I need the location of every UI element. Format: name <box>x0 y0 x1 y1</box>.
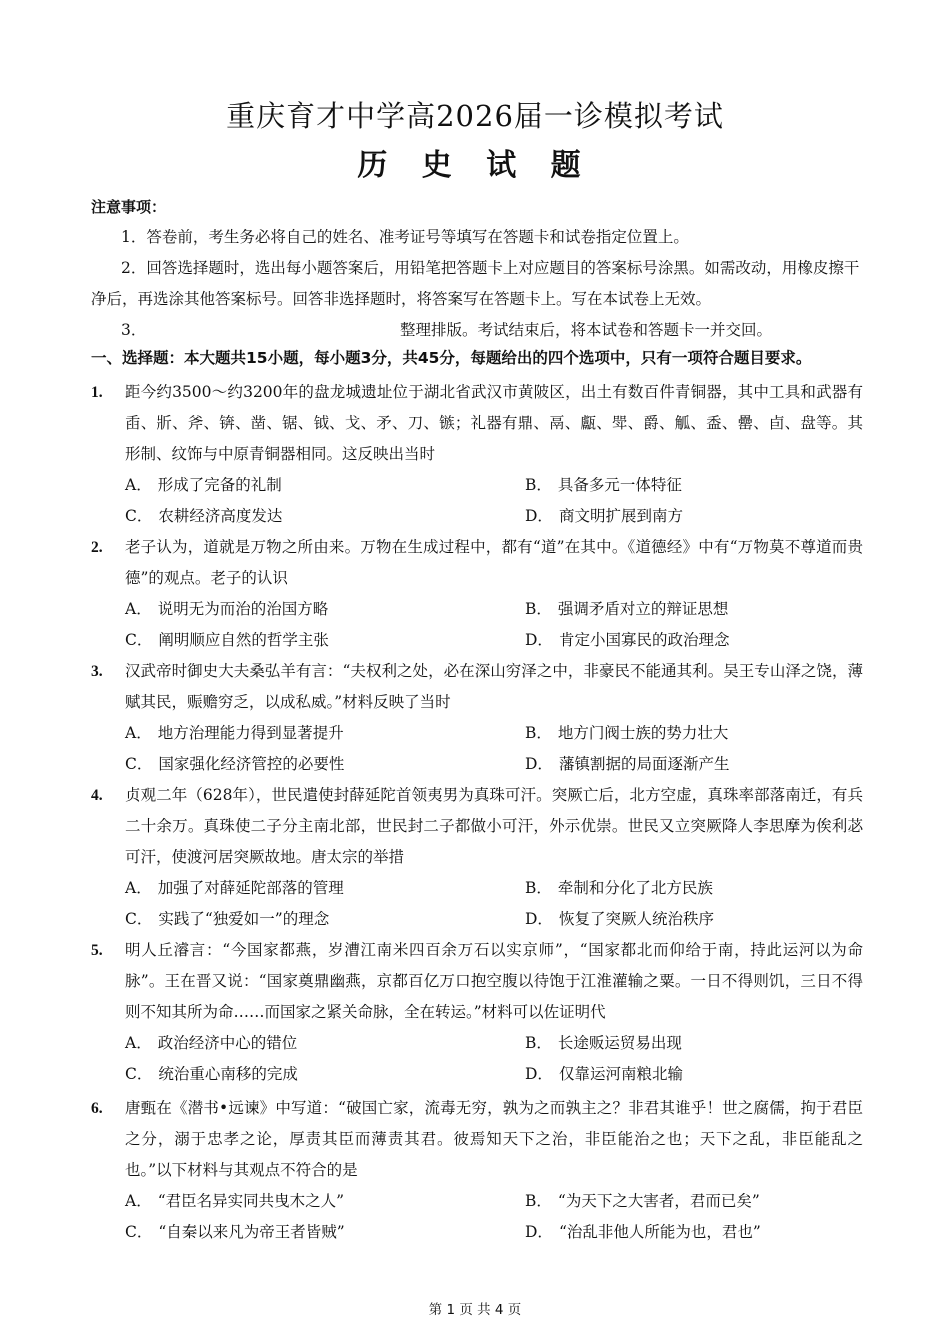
option-text: 仅靠运河南粮北输 <box>558 1065 683 1083</box>
option-text: 实践了“独爱如一”的理念 <box>158 910 330 928</box>
option-letter: B． <box>525 1034 552 1052</box>
question-number: 5. <box>91 942 103 959</box>
page-footer: 第 1 页 共 4 页 <box>428 1302 522 1318</box>
option-letter: C． <box>125 1065 153 1083</box>
option-letter: D． <box>525 631 553 649</box>
option-a <box>125 594 328 625</box>
option-text: “君臣名异实同共曳木之人” <box>157 1192 345 1210</box>
option-d <box>525 1217 761 1248</box>
question-number: 4. <box>91 787 103 804</box>
option-text: 加强了对薛延陀部落的管理 <box>157 879 344 897</box>
option-letter: C． <box>125 755 153 773</box>
option-c <box>125 625 329 656</box>
notice-item-1: 1．答卷前，考生务必将自己的姓名、准考证号等填写在答题卡和试卷指定位置上。 <box>121 228 689 246</box>
option-a <box>125 1186 344 1217</box>
option-letter: B． <box>525 879 552 897</box>
question-stem: 唐甄在《潜书•远谏》中写道：“破国亡家，流毒无穷，孰为之而孰主之？非君其谁乎！世之腐儒，拘于君臣之分，溺于忠孝之论，厚责其臣而薄责其君。彼焉知天下之治，非臣能治之也；天下之乱，非臣能乱之也。”以下材料与其观点不符合的是 <box>125 1099 863 1179</box>
option-letter: C． <box>125 631 153 649</box>
option-text: 商文明扩展到南方 <box>558 507 683 525</box>
option-b <box>525 873 713 904</box>
option-c <box>125 501 282 532</box>
option-letter: A． <box>125 600 152 618</box>
option-letter: B． <box>525 476 552 494</box>
option-text: 阐明顺应自然的哲学主张 <box>158 631 329 649</box>
option-a <box>125 1028 297 1059</box>
option-c <box>125 749 344 780</box>
option-c <box>125 1217 345 1248</box>
option-text: “自秦以来凡为帝王者皆贼” <box>158 1223 345 1241</box>
option-text: “为天下之大害者，君而已矣” <box>557 1192 760 1210</box>
option-b <box>525 594 728 625</box>
option-letter: B． <box>525 1192 552 1210</box>
option-text: 长途贩运贸易出现 <box>557 1034 682 1052</box>
option-letter: D． <box>525 1065 553 1083</box>
option-text: 地方门阀士族的势力壮大 <box>557 724 729 742</box>
option-letter: A． <box>125 724 152 742</box>
option-text: 恢复了突厥人统治秩序 <box>558 910 714 928</box>
option-c <box>125 1059 298 1090</box>
question-5 <box>91 935 871 1090</box>
exam-subject-title: 历 史 试 题 <box>357 148 593 183</box>
option-a <box>125 718 344 749</box>
option-letter: C． <box>125 1223 153 1241</box>
question-6 <box>91 1093 871 1248</box>
option-letter: C． <box>125 507 153 525</box>
option-text: 强调矛盾对立的辩证思想 <box>557 600 729 618</box>
option-text: 国家强化经济管控的必要性 <box>158 755 345 773</box>
question-2 <box>91 532 871 656</box>
notice-item-3-text: 整理排版。考试结束后，将本试卷和答题卡一并交回。 <box>400 321 773 339</box>
question-stem: 贞观二年（628年），世民遣使封薛延陀首领夷男为真珠可汗。突厥亡后，北方空虚，真珠率部落南迁，有兵二十余万。真珠使二子分主南北部，世民封二子都做小可汗，外示优崇。世民又立突厥降人李思摩为俟利苾可汗，使渡河居突厥故地。唐太宗的举措 <box>125 786 863 866</box>
option-letter: D． <box>525 507 553 525</box>
notice-item-3-number: 3． <box>121 321 147 339</box>
option-letter: B． <box>525 724 552 742</box>
option-d <box>525 625 729 656</box>
question-3 <box>91 656 871 780</box>
option-b <box>525 1028 682 1059</box>
option-d <box>525 1059 683 1090</box>
option-text: 政治经济中心的错位 <box>157 1034 298 1052</box>
option-letter: A． <box>125 476 152 494</box>
option-letter: B． <box>525 600 552 618</box>
option-letter: A． <box>125 879 152 897</box>
question-number: 3. <box>91 663 103 680</box>
option-b <box>525 1186 760 1217</box>
option-text: 肯定小国寡民的政治理念 <box>558 631 730 649</box>
option-text: 说明无为而治的治国方略 <box>157 600 329 618</box>
option-text: 具备多元一体特征 <box>557 476 682 494</box>
option-letter: A． <box>125 1192 152 1210</box>
question-1 <box>91 377 871 532</box>
question-stem: 距今约3500～约3200年的盘龙城遗址位于湖北省武汉市黄陂区，出土有数百件青铜器，其中工具和武器有臿、斨、斧、锛、凿、锯、钺、戈、矛、刀、镞；礼器有鼎、鬲、甗、斝、爵、觚、盉、罍、卣、盘等。其形制、纹饰与中原青铜器相同。这反映出当时 <box>125 383 863 463</box>
option-text: 牵制和分化了北方民族 <box>557 879 713 897</box>
option-text: 地方治理能力得到显著提升 <box>157 724 344 742</box>
section-heading: 一、选择题：本大题共15小题，每小题3分，共45分，每题给出的四个选项中，只有一项符合题目要求。 <box>91 349 812 367</box>
option-letter: C． <box>125 910 153 928</box>
exam-title: 重庆育才中学高2026届一诊模拟考试 <box>226 99 724 133</box>
question-stem: 明人丘濬言：“今国家都燕，岁漕江南米四百余万石以实京师”，“国家都北而仰给于南，持此运河以为命脉”。王在晋又说：“国家奠鼎幽燕，京都百亿万口抱空腹以待饱于江淮灌输之粟。一日不得则饥，三日不得则不知其所为命……而国家之紧关命脉，全在转运。”材料可以佐证明代 <box>125 941 863 1021</box>
option-text: 藩镇割据的局面逐渐产生 <box>558 755 730 773</box>
option-b <box>525 470 682 501</box>
notice-heading: 注意事项： <box>91 198 167 216</box>
notice-item-2: 2．回答选择题时，选出每小题答案后，用铅笔把答题卡上对应题目的答案标号涂黑。如需改动，用橡皮擦干净后，再选涂其他答案标号。回答非选择题时，将答案写在答题卡上。写在本试卷上无效。 <box>91 259 860 308</box>
option-letter: D． <box>525 755 553 773</box>
question-number: 2. <box>91 539 103 556</box>
option-letter: A． <box>125 1034 152 1052</box>
question-number: 6. <box>91 1100 103 1117</box>
option-letter: D． <box>525 1223 553 1241</box>
option-a <box>125 873 344 904</box>
option-d <box>525 501 683 532</box>
option-text: 农耕经济高度发达 <box>158 507 283 525</box>
option-b <box>525 718 728 749</box>
question-number: 1. <box>91 384 103 401</box>
option-c <box>125 904 329 935</box>
option-text: “治乱非他人所能为也，君也” <box>558 1223 761 1241</box>
option-d <box>525 904 714 935</box>
option-letter: D． <box>525 910 553 928</box>
question-stem: 汉武帝时御史大夫桑弘羊有言：“夫权利之处，必在深山穷泽之中，非豪民不能通其利。吴王专山泽之饶，薄赋其民，赈赡穷乏，以成私威。”材料反映了当时 <box>125 662 863 711</box>
option-d <box>525 749 729 780</box>
question-stem: 老子认为，道就是万物之所由来。万物在生成过程中，都有“道”在其中。《道德经》中有“万物莫不尊道而贵德”的观点。老子的认识 <box>125 538 863 587</box>
question-4 <box>91 780 871 935</box>
option-a <box>125 470 282 501</box>
option-text: 统治重心南移的完成 <box>158 1065 298 1083</box>
option-text: 形成了完备的礼制 <box>157 476 282 494</box>
